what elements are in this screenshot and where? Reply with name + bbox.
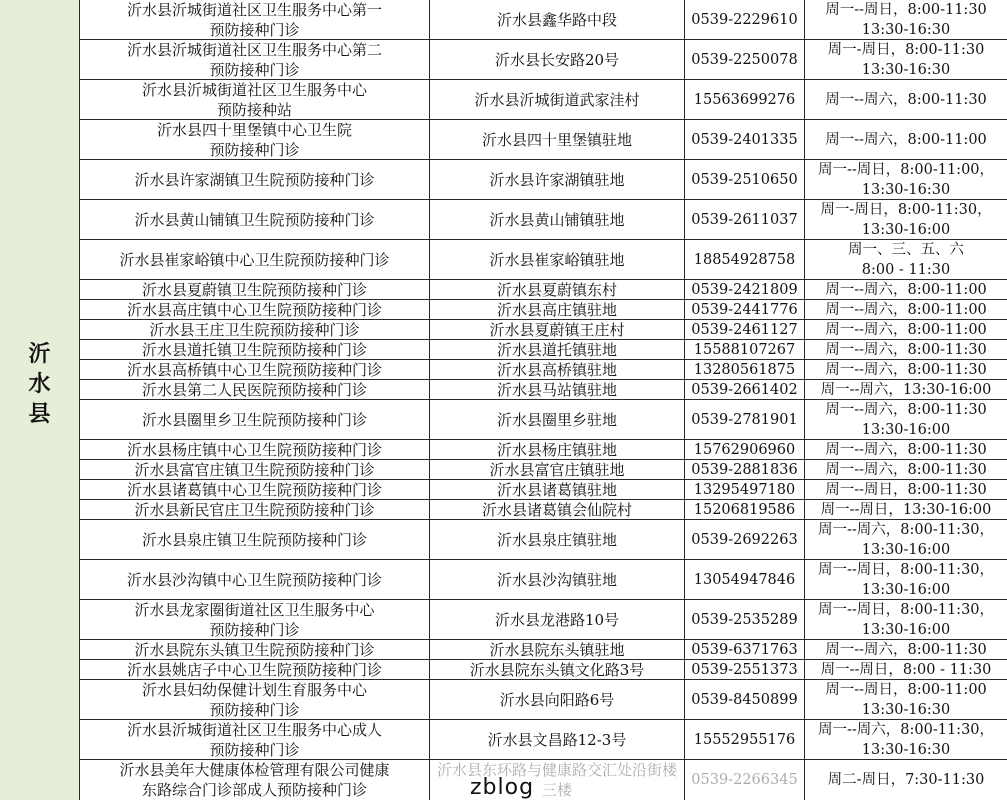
phone-cell (685, 600, 805, 639)
table-row (80, 600, 1007, 640)
clinic-name-cell (80, 200, 430, 239)
address-cell (430, 680, 685, 719)
phone-cell (685, 560, 805, 599)
table-row (80, 40, 1007, 80)
phone-cell-text: 0539-2551373 (691, 661, 798, 678)
clinic-name-cell-text: 沂水县姚店子中心卫生院预防接种门诊 (126, 660, 382, 679)
county-label-char: 水 (28, 372, 51, 397)
clinic-name-cell-text: 沂水县沂城街道社区卫生服务中心成人 预防接种门诊 (126, 720, 382, 759)
clinic-name-cell (80, 340, 430, 359)
phone-cell (685, 760, 805, 800)
address-cell (430, 280, 685, 299)
address-cell (430, 40, 685, 79)
phone-cell (685, 640, 805, 659)
phone-cell-text: 0539-2266345 (691, 772, 798, 788)
watermark-text: zblog (470, 775, 535, 800)
address-cell-text: 沂水县诸葛镇会仙院村 (481, 500, 632, 519)
hours-cell-text: 周一--周日，8:00-11:00 13:30-16:30 (825, 681, 987, 718)
hours-cell (805, 660, 1007, 679)
phone-cell (685, 160, 805, 199)
clinic-name-cell (80, 440, 430, 459)
phone-cell (685, 340, 805, 359)
phone-cell-text: 15206819586 (693, 501, 796, 518)
hours-cell (805, 160, 1007, 199)
address-cell-text: 沂水县东环路与健康路交汇处沿街楼三楼 (436, 761, 677, 799)
address-cell-text: 沂水县四十里堡镇驻地 (481, 130, 632, 149)
address-cell-text: 沂水县诸葛镇驻地 (496, 480, 617, 499)
phone-cell (685, 460, 805, 479)
clinic-name-cell-text: 沂水县崔家峪镇中心卫生院预防接种门诊 (119, 250, 390, 269)
hours-cell (805, 480, 1007, 499)
table-row (80, 660, 1007, 680)
clinic-name-cell (80, 320, 430, 339)
address-cell (430, 440, 685, 459)
hours-cell-text: 周一--周六，8:00-11:00 (825, 131, 987, 148)
table-row (80, 460, 1007, 480)
hours-cell (805, 200, 1007, 239)
address-cell-text: 沂水县院东头镇驻地 (489, 640, 625, 659)
hours-cell-text: 周一--周日，8:00 - 11:30 (820, 661, 992, 678)
address-cell-text: 沂水县高桥镇驻地 (496, 360, 617, 379)
phone-cell (685, 0, 805, 39)
phone-cell (685, 320, 805, 339)
hours-cell-text: 周一--周六，8:00-11:30， 13:30-16:30 (817, 721, 995, 758)
clinic-name-cell-text: 沂水县第二人民医院预防接种门诊 (141, 380, 367, 399)
clinic-name-cell-text: 沂水县龙家圈街道社区卫生服务中心 预防接种门诊 (134, 600, 375, 639)
phone-cell (685, 400, 805, 439)
hours-cell-text: 周一--周日，8:00-11:00， 13:30-16:30 (817, 161, 995, 198)
clinic-name-cell (80, 120, 430, 159)
hours-cell-text: 周一--周六，8:00-11:00 (825, 281, 987, 298)
hours-cell (805, 320, 1007, 339)
phone-cell-text: 0539-2661402 (691, 381, 798, 398)
table-row (80, 440, 1007, 460)
phone-cell-text: 13054947846 (693, 571, 796, 588)
clinic-name-cell (80, 160, 430, 199)
address-cell-text: 沂水县杨庄镇驻地 (496, 440, 617, 459)
address-cell (430, 560, 685, 599)
hours-cell (805, 760, 1007, 800)
phone-cell-text: 13280561875 (693, 361, 796, 378)
phone-cell-text: 0539-2692263 (691, 531, 798, 548)
clinic-name-cell (80, 380, 430, 399)
table-row (80, 200, 1007, 240)
hours-cell (805, 0, 1007, 39)
table-row (80, 120, 1007, 160)
county-label-char: 沂 (28, 342, 51, 367)
address-cell (430, 480, 685, 499)
address-cell-text: 沂水县文昌路12-3号 (487, 730, 627, 749)
hours-cell (805, 560, 1007, 599)
address-cell (430, 120, 685, 159)
address-cell (430, 600, 685, 639)
address-cell-text: 沂水县道托镇驻地 (496, 340, 617, 359)
hours-cell-text: 周一--周六，8:00-11:30 (825, 641, 987, 658)
address-cell (430, 640, 685, 659)
table-row (80, 340, 1007, 360)
hours-cell-text: 周一--周六，8:00-11:30 (825, 341, 987, 358)
table-row (80, 380, 1007, 400)
table-row (80, 480, 1007, 500)
address-cell (430, 460, 685, 479)
clinic-name-cell (80, 500, 430, 519)
address-cell (430, 660, 685, 679)
address-cell (430, 200, 685, 239)
phone-cell-text: 0539-2510650 (691, 171, 798, 188)
phone-cell-text: 0539-2461127 (691, 321, 798, 338)
clinic-name-cell-text: 沂水县沂城街道社区卫生服务中心 预防接种站 (141, 80, 367, 119)
hours-cell-text: 周一--周六，13:30-16:00 (820, 381, 992, 398)
clinic-name-cell-text: 沂水县四十里堡镇中心卫生院 预防接种门诊 (156, 120, 352, 159)
phone-cell-text: 0539-2229610 (691, 11, 798, 28)
address-cell-text: 沂水县马站镇驻地 (496, 380, 617, 399)
table-row (80, 0, 1007, 40)
address-cell-text: 沂水县崔家峪镇驻地 (489, 250, 625, 269)
phone-cell (685, 440, 805, 459)
table-row (80, 360, 1007, 380)
hours-cell (805, 120, 1007, 159)
hours-cell (805, 460, 1007, 479)
hours-cell-text: 周一--周日，8:00-11:30 13:30-16:30 (825, 1, 987, 38)
clinic-name-cell-text: 沂水县夏蔚镇卫生院预防接种门诊 (141, 280, 367, 299)
hours-cell-text: 周一--周日，8:00-11:30 (825, 481, 987, 498)
hours-cell (805, 640, 1007, 659)
hours-cell (805, 720, 1007, 759)
phone-cell-text: 0539-8450899 (691, 691, 798, 708)
address-cell (430, 80, 685, 119)
address-cell-text: 沂水县向阳路6号 (499, 690, 615, 709)
hours-cell-text: 周二-周日，7:30-11:30 (827, 772, 985, 788)
clinic-name-cell (80, 600, 430, 639)
clinic-name-cell (80, 80, 430, 119)
hours-cell-text: 周一--周六，8:00-11:00 (825, 321, 987, 338)
table-row (80, 760, 1007, 800)
phone-cell-text: 0539-2881836 (691, 461, 798, 478)
hours-cell (805, 240, 1007, 279)
hours-cell-text: 周一--周日，13:30-16:00 (820, 501, 992, 518)
hours-cell-text: 周一-周日，8:00-11:30 13:30-16:30 (827, 41, 985, 78)
hours-cell (805, 40, 1007, 79)
hours-cell-text: 周一--周六，8:00-11:00 (825, 301, 987, 318)
hours-cell-text: 周一--周六，8:00-11:30 (825, 441, 987, 458)
address-cell (430, 760, 685, 800)
phone-cell (685, 520, 805, 559)
clinic-name-cell (80, 400, 430, 439)
clinic-name-cell (80, 300, 430, 319)
phone-cell (685, 360, 805, 379)
phone-cell (685, 240, 805, 279)
hours-cell (805, 300, 1007, 319)
hours-cell (805, 280, 1007, 299)
clinic-name-cell-text: 沂水县道托镇卫生院预防接种门诊 (141, 340, 367, 359)
table-row (80, 400, 1007, 440)
phone-cell (685, 40, 805, 79)
clinic-name-cell-text: 沂水县杨庄镇中心卫生院预防接种门诊 (126, 440, 382, 459)
address-cell-text: 沂水县富官庄镇驻地 (489, 460, 625, 479)
hours-cell (805, 600, 1007, 639)
phone-cell (685, 300, 805, 319)
clinic-name-cell (80, 720, 430, 759)
phone-cell (685, 280, 805, 299)
clinic-name-cell (80, 360, 430, 379)
address-cell (430, 240, 685, 279)
clinic-name-cell-text: 沂水县沂城街道社区卫生服务中心第二 预防接种门诊 (126, 40, 382, 79)
hours-cell (805, 500, 1007, 519)
clinic-name-cell-text: 沂水县圈里乡卫生院预防接种门诊 (141, 410, 367, 429)
table-row (80, 160, 1007, 200)
clinic-name-cell (80, 680, 430, 719)
clinic-name-cell-text: 沂水县沂城街道社区卫生服务中心第一 预防接种门诊 (126, 0, 382, 39)
table-row (80, 560, 1007, 600)
clinic-name-cell (80, 640, 430, 659)
phone-cell-text: 0539-2535289 (691, 611, 798, 628)
hours-cell-text: 周一、三、五、六 8:00 - 11:30 (848, 241, 964, 278)
table-row (80, 680, 1007, 720)
address-cell (430, 340, 685, 359)
address-cell-text: 沂水县沂城街道武家洼村 (474, 90, 640, 109)
address-cell-text: 沂水县黄山铺镇驻地 (489, 210, 625, 229)
county-column (0, 0, 80, 800)
address-cell (430, 400, 685, 439)
hours-cell-text: 周一--周六，8:00-11:30 (825, 91, 987, 108)
phone-cell-text: 0539-6371763 (691, 641, 798, 658)
clinic-name-cell-text: 沂水县美年大健康体检管理有限公司健康 东路综合门诊部成人预防接种门诊 (119, 761, 390, 799)
hours-cell (805, 340, 1007, 359)
hours-cell-text: 周一--周日，8:00-11:30， 13:30-16:00 (817, 561, 995, 598)
address-cell-text: 沂水县圈里乡驻地 (496, 410, 617, 429)
hours-cell (805, 440, 1007, 459)
hours-cell-text: 周一--周六，8:00-11:30 (825, 361, 987, 378)
clinic-name-cell (80, 560, 430, 599)
phone-cell-text: 0539-2421809 (691, 281, 798, 298)
phone-cell-text: 15588107267 (693, 341, 796, 358)
hours-cell-text: 周一--周日，8:00-11:30， 13:30-16:00 (817, 601, 995, 638)
address-cell-text: 沂水县泉庄镇驻地 (496, 530, 617, 549)
address-cell-text: 沂水县长安路20号 (494, 50, 620, 69)
clinic-name-cell-text: 沂水县泉庄镇卫生院预防接种门诊 (141, 530, 367, 549)
phone-cell-text: 18854928758 (693, 251, 796, 268)
phone-cell-text: 0539-2611037 (691, 211, 798, 228)
clinic-name-cell-text: 沂水县院东头镇卫生院预防接种门诊 (134, 640, 375, 659)
phone-cell (685, 200, 805, 239)
hours-cell-text: 周一--周六，8:00-11:30 (825, 461, 987, 478)
hours-cell (805, 400, 1007, 439)
clinic-name-cell-text: 沂水县许家湖镇卫生院预防接种门诊 (134, 170, 375, 189)
phone-cell (685, 660, 805, 679)
address-cell-text: 沂水县夏蔚镇王庄村 (489, 320, 625, 339)
clinic-name-cell (80, 760, 430, 800)
hours-cell (805, 80, 1007, 119)
clinic-name-cell (80, 660, 430, 679)
phone-cell-text: 0539-2441776 (691, 301, 798, 318)
clinic-name-cell-text: 沂水县富官庄镇卫生院预防接种门诊 (134, 460, 375, 479)
phone-cell-text: 0539-2781901 (691, 411, 798, 428)
phone-cell-text: 15552955176 (693, 731, 796, 748)
county-label (0, 340, 79, 430)
clinic-name-cell-text: 沂水县黄山铺镇卫生院预防接种门诊 (134, 210, 375, 229)
phone-cell (685, 120, 805, 159)
clinic-name-cell (80, 0, 430, 39)
phone-cell (685, 80, 805, 119)
address-cell (430, 720, 685, 759)
address-cell-text: 沂水县鑫华路中段 (496, 10, 617, 29)
hours-cell-text: 周一--周六，8:00-11:30 13:30-16:00 (825, 401, 987, 438)
address-cell-text: 沂水县沙沟镇驻地 (496, 570, 617, 589)
phone-cell (685, 380, 805, 399)
clinic-name-cell-text: 沂水县新民官庄卫生院预防接种门诊 (134, 500, 375, 519)
clinic-name-cell (80, 280, 430, 299)
clinic-name-cell-text: 沂水县沙沟镇中心卫生院预防接种门诊 (126, 570, 382, 589)
address-cell (430, 300, 685, 319)
hours-cell-text: 周一--周六，8:00-11:30， 13:30-16:00 (817, 521, 995, 558)
table-row (80, 500, 1007, 520)
clinic-name-cell (80, 40, 430, 79)
clinic-name-cell-text: 沂水县诸葛镇中心卫生院预防接种门诊 (126, 480, 382, 499)
clinic-name-cell-text: 沂水县王庄卫生院预防接种门诊 (149, 320, 360, 339)
hours-cell (805, 520, 1007, 559)
clinic-name-cell (80, 240, 430, 279)
table-row (80, 240, 1007, 280)
hours-cell (805, 680, 1007, 719)
table-row (80, 720, 1007, 760)
clinic-name-cell-text: 沂水县高庄镇中心卫生院预防接种门诊 (126, 300, 382, 319)
clinic-name-cell (80, 460, 430, 479)
phone-cell (685, 680, 805, 719)
table-row (80, 80, 1007, 120)
phone-cell (685, 720, 805, 759)
address-cell-text: 沂水县许家湖镇驻地 (489, 170, 625, 189)
phone-cell-text: 15762906960 (693, 441, 796, 458)
phone-cell-text: 13295497180 (693, 481, 796, 498)
clinic-name-cell-text: 沂水县妇幼保健计划生育服务中心 预防接种门诊 (141, 680, 367, 719)
phone-cell (685, 500, 805, 519)
address-cell-text: 沂水县高庄镇驻地 (496, 300, 617, 319)
address-cell (430, 500, 685, 519)
phone-cell-text: 15563699276 (693, 91, 796, 108)
address-cell (430, 520, 685, 559)
clinic-name-cell-text: 沂水县高桥镇中心卫生院预防接种门诊 (126, 360, 382, 379)
address-cell-text: 沂水县龙港路10号 (494, 610, 620, 629)
table-row (80, 300, 1007, 320)
phone-cell (685, 480, 805, 499)
table-row (80, 520, 1007, 560)
clinic-name-cell (80, 520, 430, 559)
phone-cell-text: 0539-2401335 (691, 131, 798, 148)
hours-cell-text: 周一-周日，8:00-11:30， 13:30-16:00 (820, 201, 992, 238)
clinic-name-cell (80, 480, 430, 499)
address-cell (430, 380, 685, 399)
address-cell-text: 沂水县院东头镇文化路3号 (469, 660, 645, 679)
address-cell-text: 沂水县夏蔚镇东村 (496, 280, 617, 299)
county-label-char: 县 (28, 402, 51, 427)
hours-cell (805, 360, 1007, 379)
hours-cell (805, 380, 1007, 399)
table-row (80, 320, 1007, 340)
address-cell (430, 320, 685, 339)
address-cell (430, 0, 685, 39)
phone-cell-text: 0539-2250078 (691, 51, 798, 68)
address-cell (430, 160, 685, 199)
table-row (80, 640, 1007, 660)
address-cell (430, 360, 685, 379)
table-row (80, 280, 1007, 300)
